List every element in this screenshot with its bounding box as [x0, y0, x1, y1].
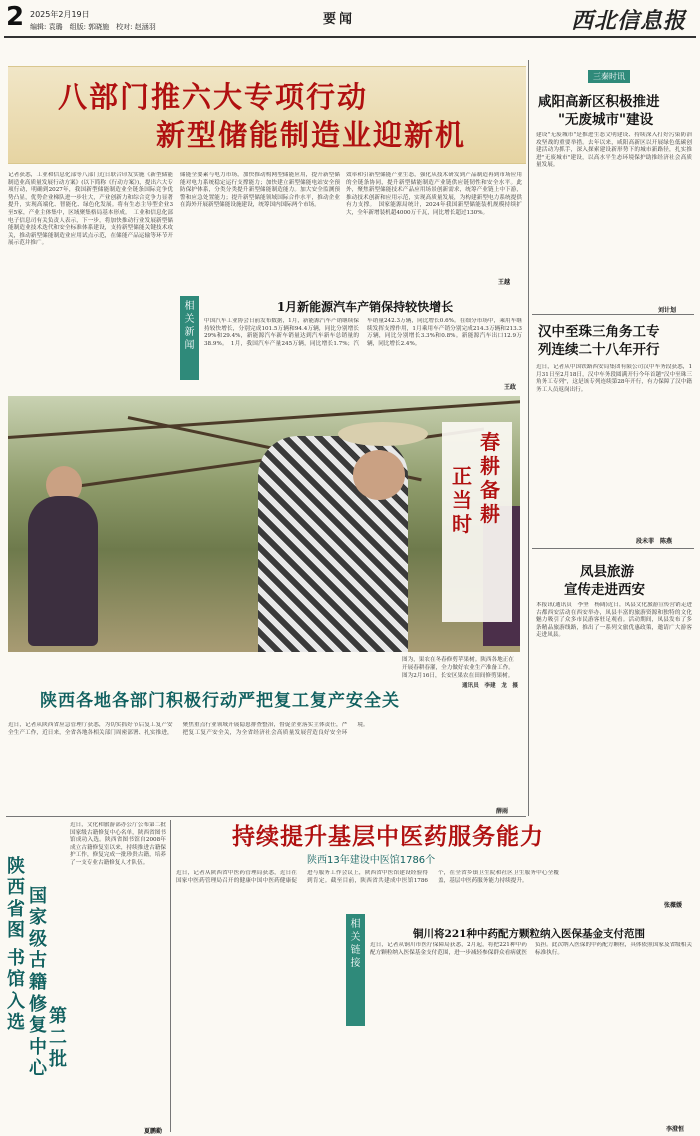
library-title-col3: 国家级古籍: [29, 886, 47, 993]
story3-title-line2: 宣传走进西安: [564, 582, 645, 598]
lead-body-col3: 效率和引新型储能产业生态，强化从技术研发到产品制造再到市场应用的全链条协同，提升新型储能制造产业链供应链韧性和安全水平。此外，聚焦新型储能技术产品应用场景创新需求，统筹产业链上中下游，推动技术创新和应用示范，实现高质量发展，为构建新型电力系统提供有力支撑。 国家能源局统计，2024年我国新型储能装机规模持续扩大，全年新增装机超4000万千瓦，同比增长超过130%。: [346, 172, 522, 216]
story3-body: 本报讯(通讯员 李坚 杨阔)近日，凤县文化旅游宣传营销走进古都西安活动在西安举办，凤县丰富的旅游资源和独特的文化魅力吸引了众多市民游客驻足观看。活动期间，凤县发布了多条精品旅游线路，推出了一系列文旅优惠政策，邀请广大游客走进凤县。: [536, 602, 692, 639]
related-news-title: 1月新能源汽车产销保持较快增长: [276, 300, 454, 314]
story1-title-line2: "无废城市"建设: [558, 112, 654, 128]
divider: [532, 314, 694, 315]
lead-headline-banner: [8, 66, 526, 164]
lead-body-col2: 储能全要素与电力市场，加快推动构网型储能应用，提升新型储能对电力系统稳定运行支撑能力；加快建立新型储能电站安全预防保护体系，分类分类提升新型储能制造能力。加大安全监测预警和应急处置能力；提升新型储能领域国际合作水平，推动企业在海外开展新型储能设施建设，统筹国内国际两个市场。: [180, 172, 340, 209]
library-title-col2: 书馆入选: [7, 948, 25, 1034]
safety-body: 近日，记者从陕西省应急管理厅获悉，为切实抓好节后复工复产安全生产工作，近日来，全省各地各相关部门周密部署、扎实推进，聚焦重点行业领域开展隐患排查整治，督促企业落实主体责任，严把复工复产安全关，为全省经济社会高质量发展营造良好安全环境。: [8, 722, 369, 736]
related-link-label: 相关链接: [346, 914, 365, 1026]
editor-credits: 编辑: 袁璐 组版: 郭晓施 校对: 赵涵羽: [30, 23, 156, 31]
lead-title-line1: 八部门推六大专项行动: [58, 80, 369, 114]
lead-byline: 王越: [498, 279, 511, 286]
divider: [532, 548, 694, 549]
lead-body-col1: 记者获悉，工业和信息化部等八部门近日联合印发实施《新型储能制造业高质量发展行动方案》(以下简称《行动方案》)，提出六大专项行动，明确到2027年，我国新型储能制造业全链条国际竞争优势凸显，优势企业梯队进一步壮大，产业创新力和综合竞争力显著提升，实现高端化、智能化、绿色化发展。将有生态主导型企业3至5家，产业主体集中，区域聚集格局基本形成。 工业和信息化部电子信息司有关负责人表示，下一步，将加快推动行业发展新型储能制造业技术迭代和安全标准体系建设，支持新型储能关键技术攻关，推动新型储能制造业应用试点示范，在储能产品运输等环节开展示范并推广。: [8, 172, 173, 247]
story2-title-line1: 汉中至珠三角务工专: [538, 324, 660, 340]
story1-title-line1: 咸阳高新区积极推进: [538, 94, 660, 110]
library-title-col5: 第二批: [49, 1006, 67, 1070]
related-news-byline: 王政: [504, 384, 517, 391]
lead-title-line2: 新型储能制造业迎新机: [156, 118, 467, 152]
related-link-byline: 李澄恒: [666, 1126, 685, 1133]
related-link-body: 近日，记者从铜川市医疗保障局获悉，2月起，将把221种中药配方颗粒纳入医保基金支付范围，进一步减轻参保群众看病就医负担。此次纳入医保的中药配方颗粒，具体依照国家及省级相关标准执行。: [370, 942, 692, 956]
page-number: 2: [6, 2, 25, 32]
photo-headline-col1: 春耕备耕: [480, 430, 500, 526]
tcm-subtitle: 陕西13年建设中医馆1786个: [307, 855, 436, 866]
photo-headline: [442, 422, 512, 622]
library-byline: 夏鹏勤: [144, 1128, 163, 1135]
library-title: [6, 856, 68, 1096]
story1-body: 建设"无废城市"是推进生态文明建设、持续深入打好污染防治攻坚战的重要举措。去年以来，咸阳高新区以开展绿色低碳创建活动为抓手，深入探索建设新形势下的城市新路径，扎实推进"无废城市"建设，以高水平生态环境保护助推经济社会高质量发展。: [536, 132, 692, 169]
tcm-byline: 张薇媛: [664, 902, 683, 909]
divider: [6, 816, 526, 817]
tcm-title: 持续提升基层中医药服务能力: [232, 823, 544, 850]
story2-body: 近日，记者从中国铁路西安局集团有限公司汉中车务段获悉，1月31日至2月18日，汉中车务段圆满开行今年首趟"汉中至珠三角务工专列"，这是该专列连续第28年开行，有力保障了汉中籍务工人员返岗出行。: [536, 364, 692, 393]
story2-byline: 段未菲 陈燕: [636, 538, 673, 545]
story2-title-line2: 列连续二十八年开行: [538, 342, 660, 358]
column-tag: 三秦时讯: [588, 70, 630, 83]
divider: [528, 60, 529, 816]
related-news-label: 相关新闻: [180, 296, 199, 380]
masthead: 西北信息报: [570, 8, 686, 34]
related-link-title: 铜川将221种中药配方颗粒纳入医保基金支付范围: [413, 928, 645, 940]
photo-headline-col2: 正当时: [452, 464, 472, 536]
photo-credit: 通讯员 李建 龙 摄: [462, 683, 518, 689]
library-body: 近日，文化和旅游部办公厅公布第二批国家级古籍修复中心名单，陕西省图书馆成功入选。陕西省图书馆自2008年成立古籍修复室以来，持续推进古籍保护工作，修复完成一批珍贵古籍，培养了一支专业古籍修复人才队伍。: [70, 822, 166, 866]
story1-byline: 刘计划: [658, 307, 677, 314]
safety-byline: 薛雨: [496, 808, 509, 815]
tcm-body: 近日，记者从陕西省中医药管理局获悉，近日在国家中医药管理局召开的健康中国中医药健康促进与服务工作会议上，陕西省中医馆建设经验得到肯定。截至目前，陕西省共建成中医馆1786个，在全省乡镇卫生院和社区卫生服务中心全覆盖，基层中医药服务能力持续提升。: [176, 870, 559, 884]
divider: [170, 820, 171, 1132]
header-rule: [4, 36, 696, 38]
safety-title: 陕西各地各部门积极行动严把复工复产安全关: [40, 691, 400, 711]
library-title-col1: 陕西省图: [7, 856, 25, 942]
photo-caption-text: 图为，果农在冬春修剪苹果树。陕西各地正在开展春耕春灌，全力做好农业生产准备工作。 图为2月16日，长安区果农在田间修剪果树。: [402, 657, 523, 679]
related-news-body: 中国汽车工业协会日前发布数据，1月，新能源汽车产销继续保持较快增长，分别完成101.5万辆和94.4万辆，同比分别增长29%和29.4%，新能源汽车新车销量达到汽车新车总销量的38.9%。 1月，我国汽车产量245万辆，同比增长1.7%；汽车销量242.3万辆，同比增长0.6%。在细分市场中，乘用车继续发挥支撑作用，1月乘用车产销分别完成214.3万辆和213.3万辆，同比分别增长3.3%和0.8%。新能源汽车出口12.9万辆，同比增长2.4%。: [204, 318, 522, 347]
section-name: 要闻: [323, 12, 356, 27]
story3-title-line1: 凤县旅游: [580, 564, 634, 580]
library-title-col4: 修复中心: [29, 994, 47, 1080]
issue-date: 2025年2月19日: [30, 10, 90, 19]
